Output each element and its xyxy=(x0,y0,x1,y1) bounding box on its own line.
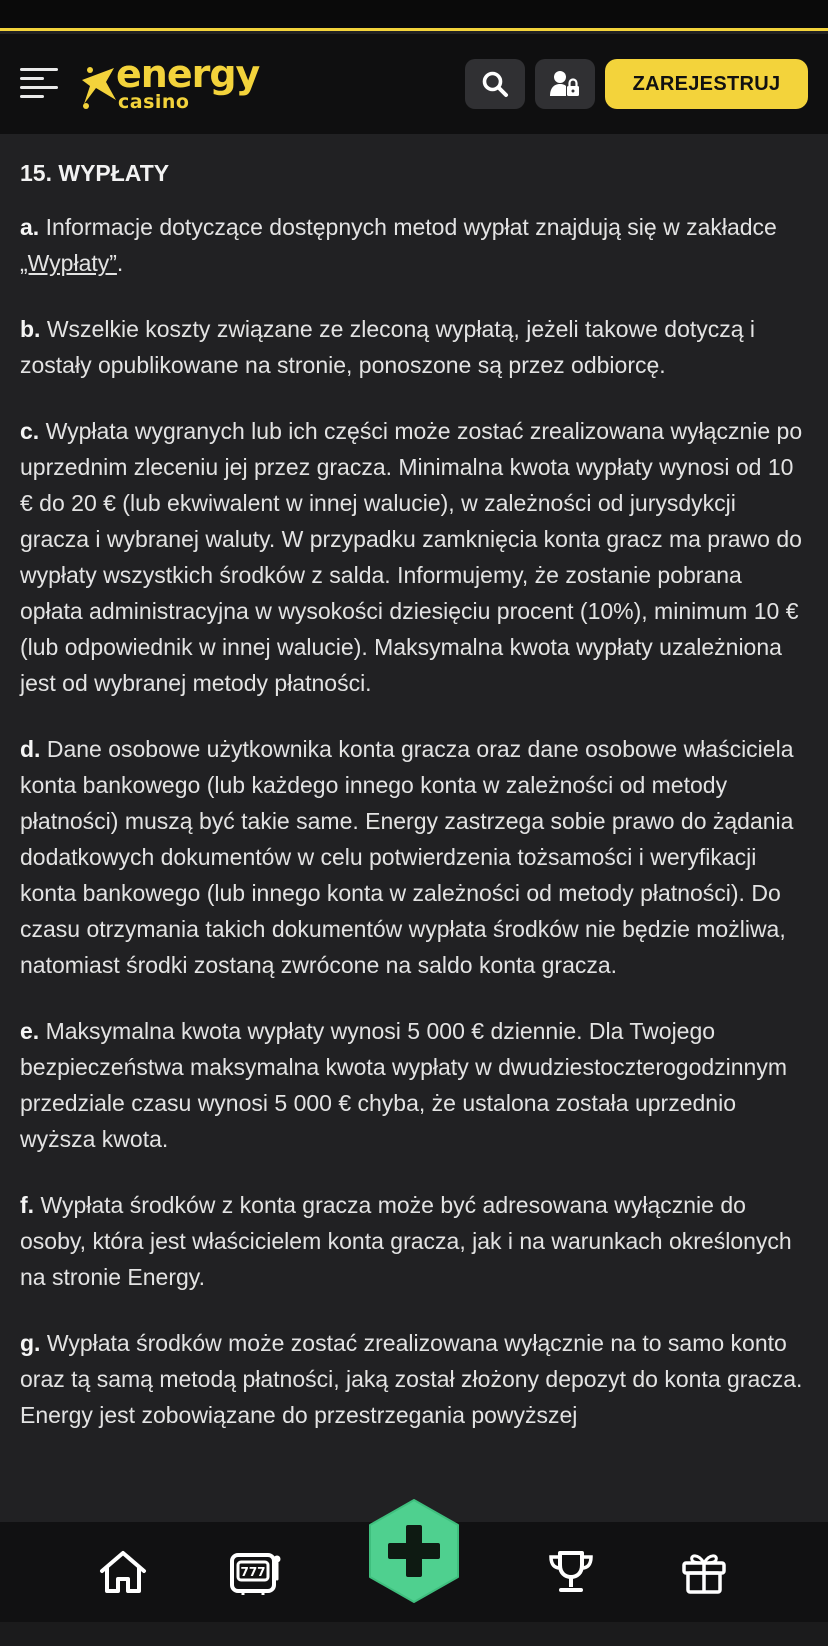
paragraph-letter: d. xyxy=(20,736,41,762)
system-gesture-bar xyxy=(0,1622,828,1646)
energy-casino-logo[interactable] xyxy=(78,52,278,116)
paragraph-letter: b. xyxy=(20,316,41,342)
home-icon xyxy=(98,1549,148,1595)
paragraph-g xyxy=(20,1325,810,1433)
paragraph-letter: a. xyxy=(20,214,40,240)
logo-subtitle: casino xyxy=(118,91,190,113)
nav-plus-button[interactable] xyxy=(365,1497,463,1605)
bottom-navigation xyxy=(0,1522,828,1622)
paragraph-c xyxy=(20,413,810,701)
terms-content xyxy=(20,152,810,1463)
nav-home[interactable] xyxy=(95,1544,151,1600)
trophy-icon xyxy=(547,1549,595,1595)
paragraph-f xyxy=(20,1187,810,1295)
paragraph-text: Wszelkie koszty związane ze zleconą wypłatą, jeżeli takowe dotyczą i zostały opublikowane na stronie, ponoszone są przez odbiorcę. xyxy=(20,316,756,378)
status-bar xyxy=(0,0,828,31)
paragraph-text: Wypłata środków z konta gracza może być adresowana wyłącznie do osoby, która jest właścicielem konta gracza, jak i na warunkach określonych na stronie Energy. xyxy=(20,1192,792,1290)
register-button[interactable]: ZAREJESTRUJ xyxy=(605,59,808,109)
svg-text:777: 777 xyxy=(240,1565,266,1579)
paragraph-text: Informacje dotyczące dostępnych metod wypłat znajdują się w zakładce xyxy=(39,214,777,240)
paragraph-text-end: . xyxy=(116,250,124,276)
paragraph-text: Wypłata wygranych lub ich części może zostać zrealizowana wyłącznie po uprzednim zleceniu jej przez gracza. Minimalna kwota wypłaty wynosi od 10 € do 20 € (lub ekwiwalent w innej walucie), w zależności od jurysdykcji gracza i wybranej waluty. W przypadku zamknięcia konta gracz ma prawo do wypłaty wszystkich środków z salda. Informujemy, że zostanie pobrana opłata administracyjna w wysokości dziesięciu procent (10%), minimum 10 € (lub odpowiednik w innej walucie). Maksymalna kwota wypłaty uzależniona jest od wybranej metody płatności. xyxy=(20,418,803,696)
plus-icon xyxy=(365,1497,463,1605)
paragraph-text: Dane osobowe użytkownika konta gracza oraz dane osobowe właściciela konta bankowego (lub każdego innego konta w zależności od metody płatności) muszą być takie same. Energy zastrzega sobie prawo do żądania dodatkowych dokumentów w celu potwierdzenia tożsamości i weryfikacji konta bankowego (lub innego konta w zależności od metody płatności). Do czasu otrzymania takich dokumentów wypłata środków nie będzie możliwa, natomiast środki zostaną zwrócone na saldo konta gracza. xyxy=(20,736,794,978)
paragraph-letter: e. xyxy=(20,1018,40,1044)
paragraph-letter: c. xyxy=(20,418,40,444)
search-icon xyxy=(481,70,509,98)
logo-wordmark: energy xyxy=(116,52,260,96)
slot-machine-icon xyxy=(229,1549,283,1595)
withdrawals-link[interactable]: „Wypłaty” xyxy=(20,250,117,276)
account-button[interactable] xyxy=(535,59,595,109)
paragraph-letter: f. xyxy=(20,1192,35,1218)
section-title: 15. WYPŁATY xyxy=(20,160,170,186)
nav-slots[interactable] xyxy=(228,1544,284,1600)
paragraph-b xyxy=(20,311,810,383)
paragraph-letter: g. xyxy=(20,1330,41,1356)
paragraph-text: Wypłata środków może zostać zrealizowana wyłącznie na to samo konto oraz tą samą metodą płatności, jaką został złożony depozyt do konta gracza. Energy jest zobowiązane do przestrzegania powyższej xyxy=(20,1330,803,1428)
user-lock-icon xyxy=(550,70,580,98)
top-header xyxy=(0,34,828,134)
nav-bonuses[interactable] xyxy=(676,1544,732,1600)
paragraph-a xyxy=(20,209,810,281)
paragraph-d xyxy=(20,731,810,983)
paragraph-text: Maksymalna kwota wypłaty wynosi 5 000 € dziennie. Dla Twojego bezpieczeństwa maksymalna kwota wypłaty w dwudziestoczterogodzinnym przedziale czasu wynosi 5 000 € chyba, że ustalona została uprzednio wyższa kwota. xyxy=(20,1018,788,1152)
nav-tournaments[interactable] xyxy=(543,1544,599,1600)
hamburger-menu-icon[interactable] xyxy=(20,66,58,102)
logo-star-icon xyxy=(78,60,118,112)
search-button[interactable] xyxy=(465,59,525,109)
gift-icon xyxy=(680,1549,728,1595)
paragraph-e xyxy=(20,1013,810,1157)
